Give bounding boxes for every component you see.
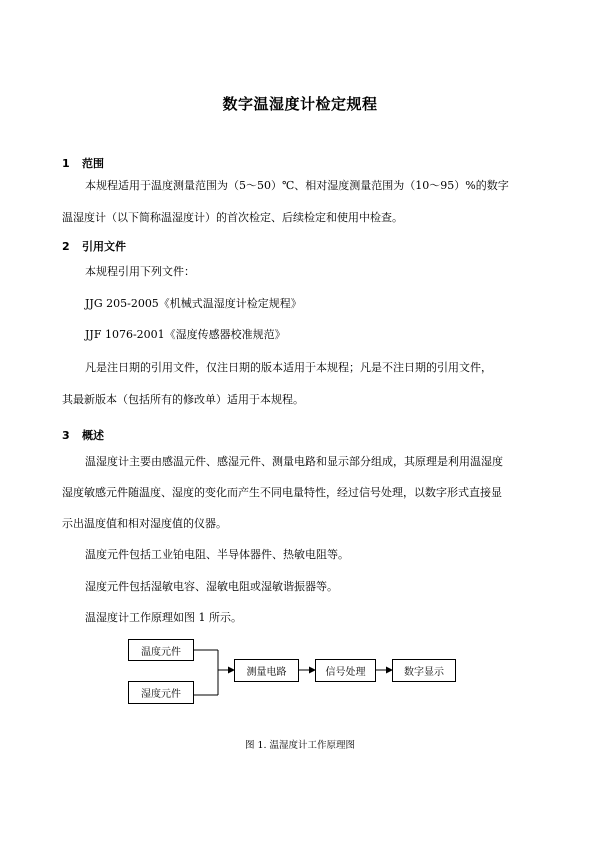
signal-processing-box: 信号处理 xyxy=(315,659,376,682)
humidity-element-box: 湿度元件 xyxy=(128,681,194,704)
section-2-paragraph-line: 凡是注日期的引用文件，仅注日期的版本适用于本规程；凡是不注日期的引用文件， xyxy=(85,361,492,374)
section-3-paragraph-line: 温湿度计工作原理如图 1 所示。 xyxy=(85,611,242,624)
section-1-number: 1 xyxy=(62,157,70,170)
section-2-number: 2 xyxy=(62,240,70,253)
section-1-paragraph-line: 温湿度计（以下简称温湿度计）的首次检定、后续检定和使用中检查。 xyxy=(62,211,403,224)
digital-display-box: 数字显示 xyxy=(392,659,456,682)
section-1-title: 范围 xyxy=(82,157,104,170)
section-1-heading xyxy=(62,155,104,171)
section-3-paragraph-line: 湿度敏感元件随温度、湿度的变化而产生不同电量特性，经过信号处理，以数字形式直接显 xyxy=(62,486,502,499)
section-2-paragraph-line: 本规程引用下列文件： xyxy=(85,265,195,278)
section-3-paragraph-line: 温度元件包括工业铂电阻、半导体器件、热敏电阻等。 xyxy=(85,548,349,561)
reference-item: JJF 1076-2001《湿度传感器校准规范》 xyxy=(85,328,286,341)
section-3-title: 概述 xyxy=(82,429,104,442)
section-1-paragraph-line: 本规程适用于温度测量范围为（5～50）℃、相对湿度测量范围为（10～95）%的数字 xyxy=(85,179,509,192)
section-3-paragraph-line: 示出温度值和相对湿度值的仪器。 xyxy=(62,517,227,530)
section-3-heading xyxy=(62,427,104,443)
section-3-number: 3 xyxy=(62,429,70,442)
measure-circuit-box: 测量电路 xyxy=(234,659,299,682)
reference-item: JJG 205-2005《机械式温湿度计检定规程》 xyxy=(85,297,302,310)
section-2-paragraph-line: 其最新版本（包括所有的修改单）适用于本规程。 xyxy=(62,393,304,406)
document-title: 数字温湿度计检定规程 xyxy=(222,95,378,113)
temp-element-box: 温度元件 xyxy=(128,639,194,661)
section-3-paragraph-line: 温湿度计主要由感温元件、感湿元件、测量电路和显示部分组成，其原理是利用温湿度 xyxy=(85,455,503,468)
section-2-title: 引用文件 xyxy=(82,240,126,253)
section-3-paragraph-line: 湿度元件包括湿敏电容、湿敏电阻或湿敏谐振器等。 xyxy=(85,580,338,593)
figure-caption: 图 1. 温湿度计工作原理图 xyxy=(244,740,356,751)
section-2-heading xyxy=(62,238,126,254)
